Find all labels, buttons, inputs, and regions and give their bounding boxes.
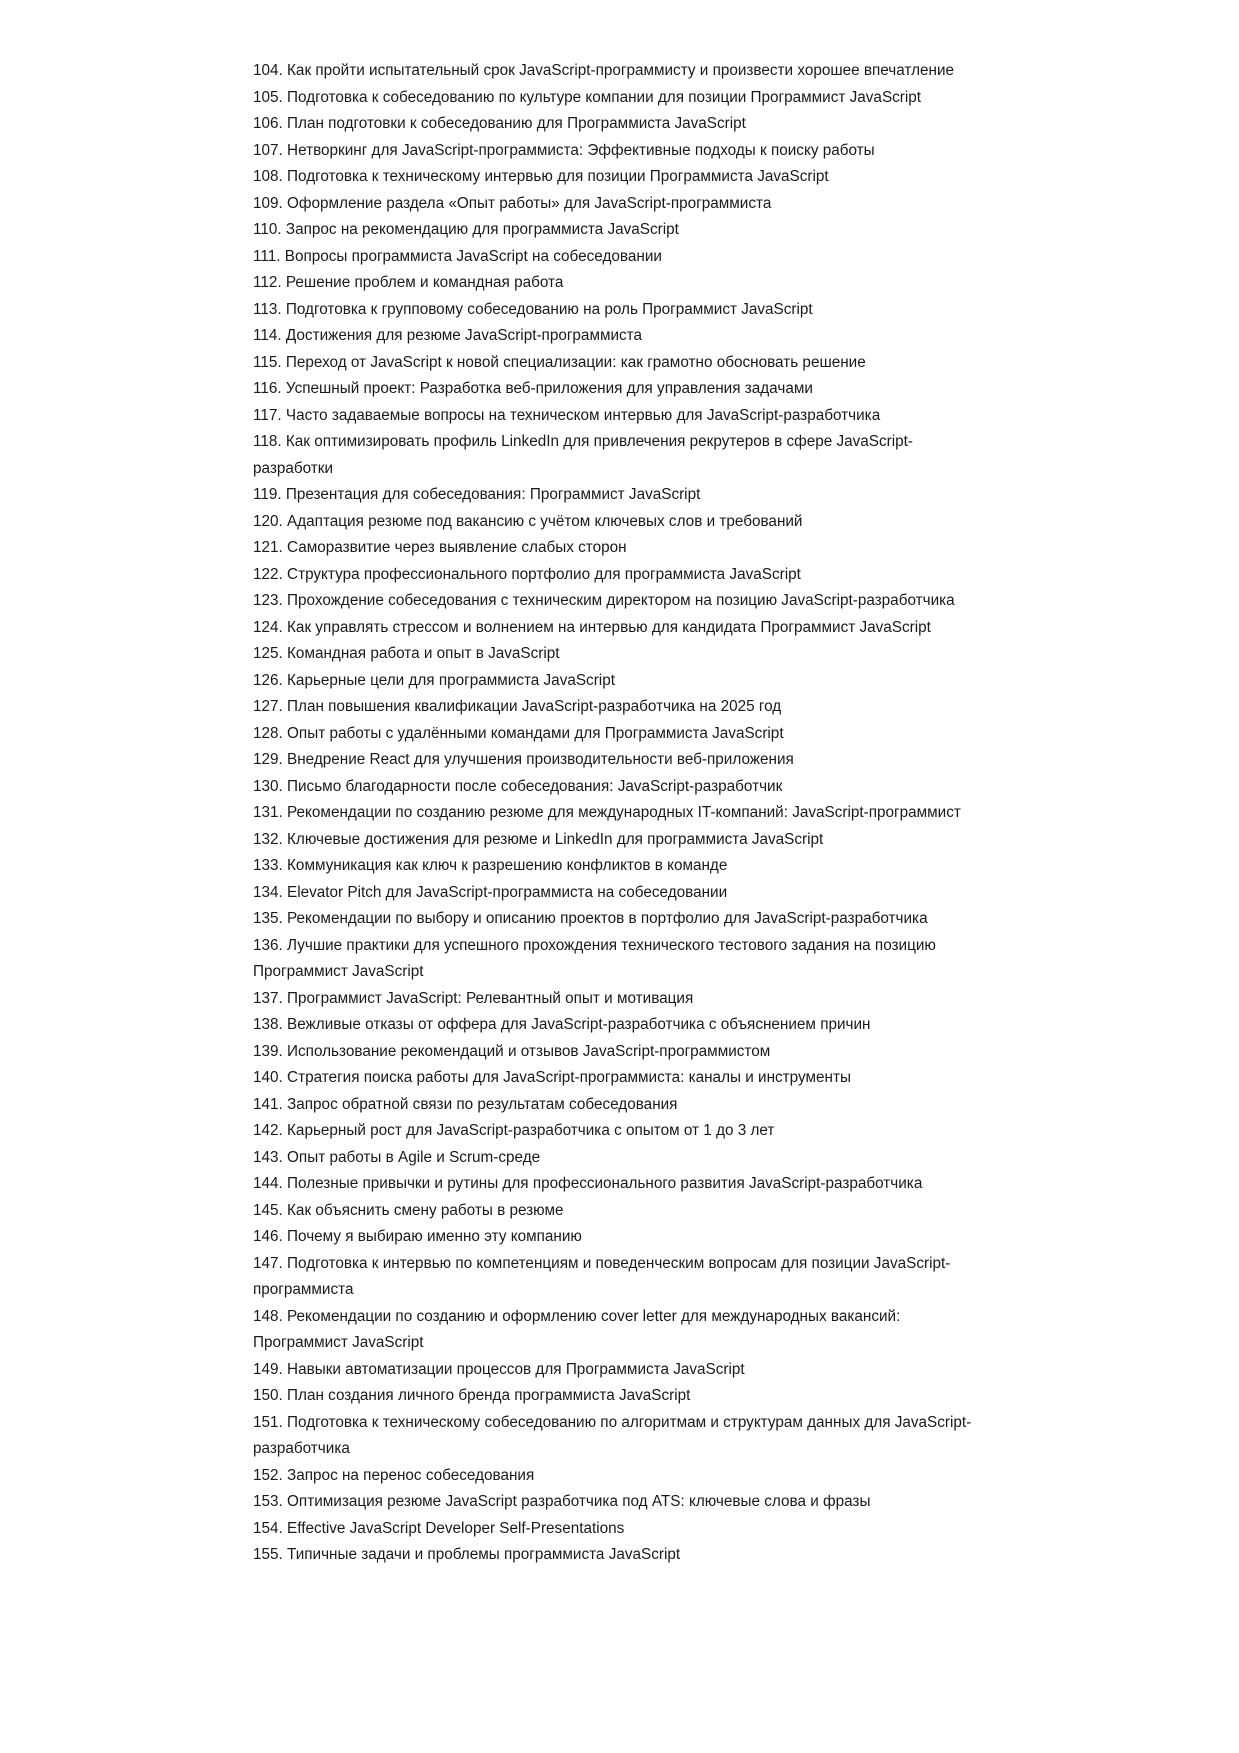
list-item: 141. Запрос обратной связи по результатам собеседования [253, 1095, 678, 1113]
list-item: 114. Достижения для резюме JavaScript-программиста [253, 327, 643, 344]
list-item: 128. Опыт работы с удалёнными командами для Программиста JavaScript [253, 724, 784, 742]
list-item: 104. Как пройти испытательный срок JavaScript-программисту и произвести хорошее впечатление [253, 62, 955, 79]
list-item: 125. Командная работа и опыт в JavaScript [253, 645, 560, 662]
list-item: 146. Почему я выбираю именно эту компанию [253, 1228, 582, 1245]
list-item: 135. Рекомендации по выбору и описанию проектов в портфолио для JavaScript-разработчика [253, 910, 928, 927]
list-item: 113. Подготовка к групповому собеседованию на роль Программист JavaScript [253, 300, 813, 318]
list-item: 121. Саморазвитие через выявление слабых сторон [253, 539, 627, 556]
list-item: 155. Типичные задачи и проблемы программиста JavaScript [253, 1546, 681, 1563]
list-item: 127. План повышения квалификации JavaScript-разработчика на 2025 год [253, 698, 782, 715]
list-item: 151. Подготовка к техническому собеседованию по алгоритмам и структурам данных для JavaScript-разработчика [253, 1413, 972, 1457]
list-item: 131. Рекомендации по созданию резюме для международных IT-компаний: JavaScript-программист [253, 804, 961, 821]
list-item: 152. Запрос на перенос собеседования [253, 1466, 535, 1484]
list-item: 136. Лучшие практики для успешного прохождения технического тестового задания на позицию Программист JavaScript [253, 936, 936, 980]
list-item: 115. Переход от JavaScript к новой специализации: как грамотно обосновать решение [253, 353, 866, 371]
list-item: 140. Стратегия поиска работы для JavaScript-программиста: каналы и инструменты [253, 1069, 851, 1086]
list-item: 116. Успешный проект: Разработка веб-приложения для управления задачами [253, 380, 813, 397]
list-item: 119. Презентация для собеседования: Программист JavaScript [253, 486, 701, 503]
list-item: 154. Effective JavaScript Developer Self-Presentations [253, 1519, 625, 1537]
list-item: 112. Решение проблем и командная работа [253, 274, 564, 291]
list-item: 130. Письмо благодарности после собеседования: JavaScript-разработчик [253, 777, 783, 795]
list-item: 124. Как управлять стрессом и волнением на интервью для кандидата Программист JavaScript [253, 618, 931, 636]
list-item: 122. Структура профессионального портфолио для программиста JavaScript [253, 565, 801, 583]
list-item: 142. Карьерный рост для JavaScript-разработчика с опытом от 1 до 3 лет [253, 1122, 775, 1139]
list-item: 129. Внедрение React для улучшения производительности веб-приложения [253, 751, 794, 768]
list-item: 117. Часто задаваемые вопросы на техническом интервью для JavaScript-разработчика [253, 406, 881, 424]
list-item: 110. Запрос на рекомендацию для программиста JavaScript [253, 221, 679, 238]
list-item: 145. Как объяснить смену работы в резюме [253, 1201, 564, 1219]
list-item: 120. Адаптация резюме под вакансию с учётом ключевых слов и требований [253, 512, 803, 530]
list-item: 108. Подготовка к техническому интервью для позиции Программиста JavaScript [253, 168, 829, 185]
list-item: 132. Ключевые достижения для резюме и LinkedIn для программиста JavaScript [253, 830, 824, 848]
list-item: 111. Вопросы программиста JavaScript на собеседовании [253, 247, 662, 265]
list-item: 123. Прохождение собеседования с техническим директором на позицию JavaScript-разработчика [253, 592, 955, 609]
list-item: 150. План создания личного бренда программиста JavaScript [253, 1387, 691, 1404]
list-item: 139. Использование рекомендаций и отзывов JavaScript-программистом [253, 1042, 771, 1060]
list-item: 153. Оптимизация резюме JavaScript разработчика под ATS: ключевые слова и фразы [253, 1493, 871, 1510]
list-item: 107. Нетворкинг для JavaScript-программиста: Эффективные подходы к поиску работы [253, 141, 875, 159]
list-item: 118. Как оптимизировать профиль LinkedIn для привлечения рекрутеров в сфере JavaScript-разработки [253, 433, 913, 477]
list-item: 147. Подготовка к интервью по компетенциям и поведенческим вопросам для позиции JavaScript-программиста [253, 1254, 951, 1298]
list-item: 126. Карьерные цели для программиста JavaScript [253, 671, 615, 689]
list-item: 143. Опыт работы в Agile и Scrum-среде [253, 1148, 541, 1166]
list-item: 149. Навыки автоматизации процессов для Программиста JavaScript [253, 1360, 745, 1378]
list-item: 148. Рекомендации по созданию и оформлению cover letter для международных вакансий: Программист JavaScript [253, 1307, 901, 1351]
list-item: 133. Коммуникация как ключ к разрешению конфликтов в команде [253, 857, 728, 874]
list-item: 105. Подготовка к собеседованию по культуре компании для позиции Программист JavaScript [253, 88, 922, 106]
list-item: 137. Программист JavaScript: Релевантный опыт и мотивация [253, 989, 694, 1007]
document-list [253, 58, 988, 1569]
list-item: 138. Вежливые отказы от оффера для JavaScript-разработчика с объяснением причин [253, 1016, 871, 1033]
list-item: 109. Оформление раздела «Опыт работы» для JavaScript-программиста [253, 194, 772, 212]
list-item: 134. Elevator Pitch для JavaScript-программиста на собеседовании [253, 883, 728, 901]
list-item: 106. План подготовки к собеседованию для Программиста JavaScript [253, 115, 746, 132]
list-item: 144. Полезные привычки и рутины для профессионального развития JavaScript-разработчика [253, 1175, 923, 1192]
